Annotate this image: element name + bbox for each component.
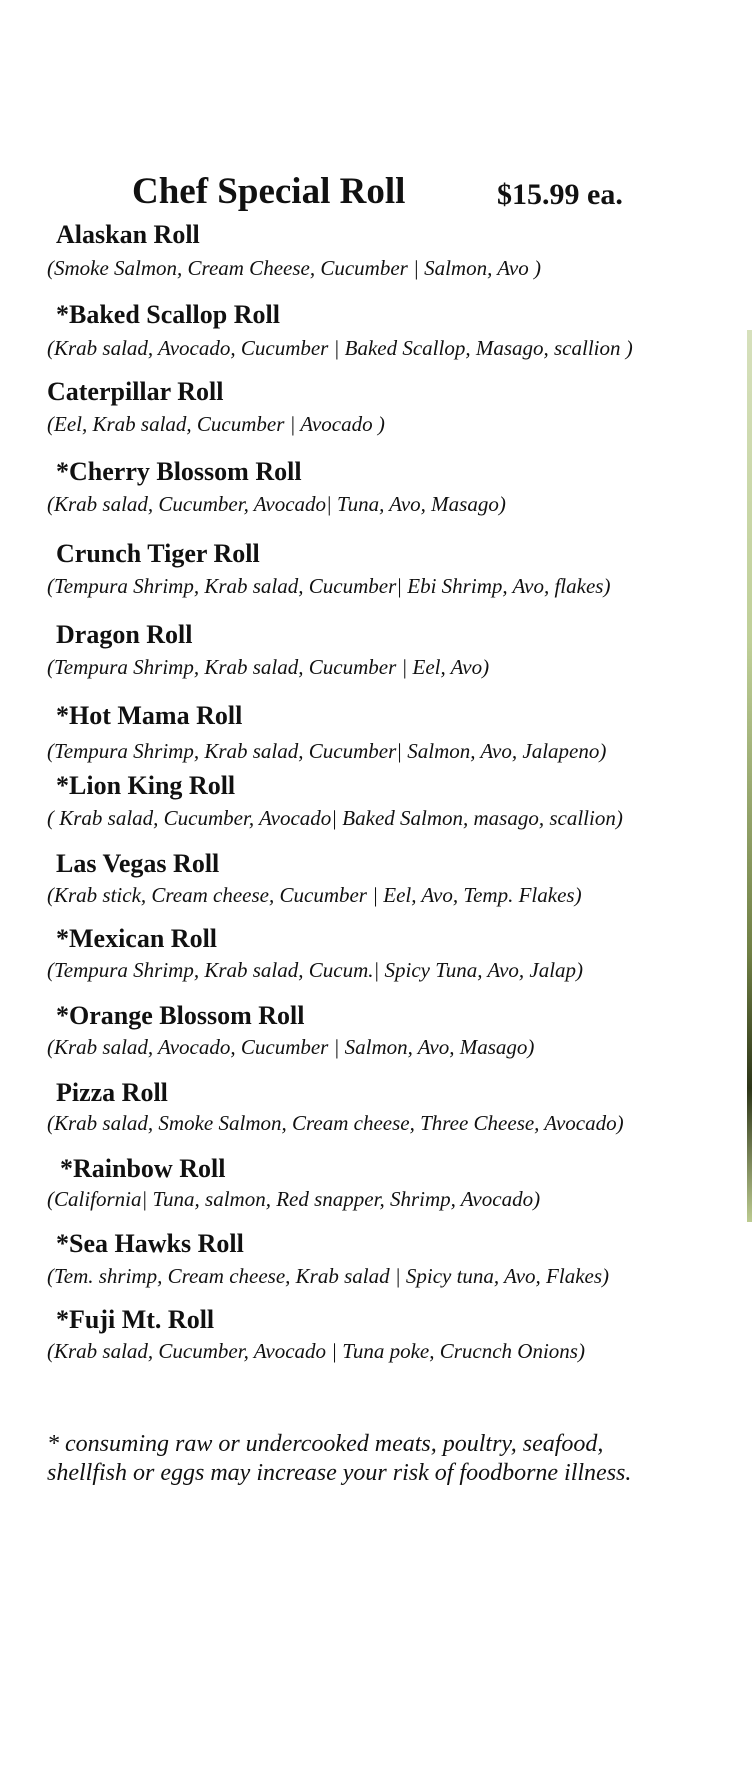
item-name-cherry-blossom-roll: *Cherry Blossom Roll xyxy=(56,457,302,486)
item-desc-sea-hawks-roll: (Tem. shrimp, Cream cheese, Krab salad | Spicy tuna, Avo, Flakes) xyxy=(47,1264,610,1288)
item-desc-las-vegas-roll: (Krab stick, Cream cheese, Cucumber | Eel, Avo, Temp. Flakes) xyxy=(47,883,582,907)
item-desc-cherry-blossom-roll: (Krab salad, Cucumber, Avocado| Tuna, Avo, Masago) xyxy=(47,492,506,516)
item-name-fuji-mt-roll: *Fuji Mt. Roll xyxy=(56,1305,215,1334)
disclaimer-line-1: * consuming raw or undercooked meats, poultry, seafood, xyxy=(47,1431,604,1457)
item-desc-caterpillar-roll: (Eel, Krab salad, Cucumber | Avocado ) xyxy=(47,412,385,436)
item-desc-rainbow-roll: (California| Tuna, salmon, Red snapper, Shrimp, Avocado) xyxy=(47,1187,541,1211)
item-name-caterpillar-roll: Caterpillar Roll xyxy=(47,377,224,406)
item-name-mexican-roll: *Mexican Roll xyxy=(56,924,218,953)
item-desc-crunch-tiger-roll: (Tempura Shrimp, Krab salad, Cucumber| Ebi Shrimp, Avo, flakes) xyxy=(47,574,611,598)
menu-price: $15.99 ea. xyxy=(497,178,623,211)
item-desc-dragon-roll: (Tempura Shrimp, Krab salad, Cucumber | Eel, Avo) xyxy=(47,655,490,679)
item-name-crunch-tiger-roll: Crunch Tiger Roll xyxy=(56,539,260,568)
food-safety-disclaimer xyxy=(47,1430,631,1488)
item-name-las-vegas-roll: Las Vegas Roll xyxy=(56,849,220,878)
item-desc-orange-blossom-roll: (Krab salad, Avocado, Cucumber | Salmon, Avo, Masago) xyxy=(47,1035,535,1059)
item-desc-mexican-roll: (Tempura Shrimp, Krab salad, Cucum.| Spicy Tuna, Avo, Jalap) xyxy=(47,958,584,982)
item-desc-lion-king-roll: ( Krab salad, Cucumber, Avocado| Baked Salmon, masago, scallion) xyxy=(47,806,623,830)
item-name-sea-hawks-roll: *Sea Hawks Roll xyxy=(56,1229,244,1258)
disclaimer-line-2: shellfish or eggs may increase your risk of foodborne illness. xyxy=(47,1460,632,1486)
item-desc-pizza-roll: (Krab salad, Smoke Salmon, Cream cheese, Three Cheese, Avocado) xyxy=(47,1111,624,1135)
item-desc-baked-scallop-roll: (Krab salad, Avocado, Cucumber | Baked Scallop, Masago, scallion ) xyxy=(47,336,633,360)
item-name-hot-mama-roll: *Hot Mama Roll xyxy=(56,701,243,730)
item-name-dragon-roll: Dragon Roll xyxy=(56,620,193,649)
item-desc-hot-mama-roll: (Tempura Shrimp, Krab salad, Cucumber| Salmon, Avo, Jalapeno) xyxy=(47,739,607,763)
item-desc-fuji-mt-roll: (Krab salad, Cucumber, Avocado | Tuna poke, Crucnch Onions) xyxy=(47,1339,585,1363)
item-name-baked-scallop-roll: *Baked Scallop Roll xyxy=(56,300,280,329)
item-name-pizza-roll: Pizza Roll xyxy=(56,1078,168,1107)
item-name-alaskan-roll: Alaskan Roll xyxy=(56,220,200,249)
item-name-orange-blossom-roll: *Orange Blossom Roll xyxy=(56,1001,305,1030)
item-desc-alaskan-roll: (Smoke Salmon, Cream Cheese, Cucumber | Salmon, Avo ) xyxy=(47,256,541,280)
item-name-rainbow-roll: *Rainbow Roll xyxy=(60,1154,226,1183)
menu-title: Chef Special Roll xyxy=(132,171,406,212)
item-name-lion-king-roll: *Lion King Roll xyxy=(56,771,236,800)
decorative-side-stripe xyxy=(747,330,752,1222)
